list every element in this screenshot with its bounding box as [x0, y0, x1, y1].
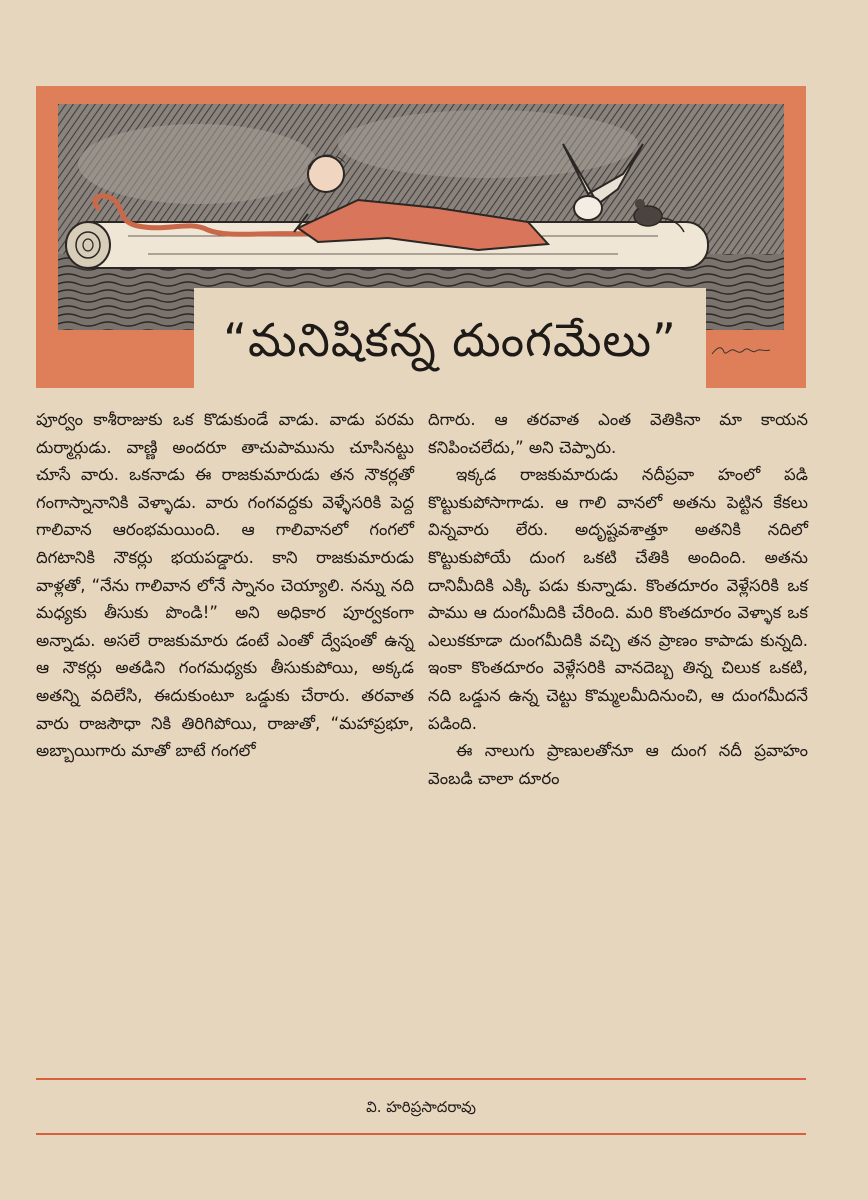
text-column-right: [428, 406, 808, 792]
artist-signature-icon: [710, 342, 772, 358]
text-column-left: [36, 406, 414, 765]
divider-top: [36, 1078, 806, 1080]
author-byline: వి. హరిప్రసాదరావు: [366, 1098, 476, 1116]
paragraph: ఇక్కడ రాజకుమారుడు నదీప్రవా హంలో పడి కొట్టుకుపోసాగాడు. ఆ గాలి వానలో అతను పెట్టిన కేకలు విన్నవారు లేరు. అదృష్టవశాత్తూ అతనికి నదిలో కొట్టుకుపోయే దుంగ ఒకటి చేతికి అందింది. అతను దానిమీదికి ఎక్కి పడు కున్నాడు. కొంతదూరం వెళ్లేసరికి ఒక పాము ఆ దుంగమీదికి చేరింది. మరి కొంతదూరం వెళ్ళాక ఒక ఎలుకకూడా దుంగమీదికి వచ్చి తన ప్రాణం కాపాడు కున్నది. ఇంకా కొంతదూరం వెళ్లేసరికి వానదెబ్బ తిన్న చిలుక ఒకటి, నది ఒడ్డున ఉన్న చెట్టు కొమ్మలమీదినుంచి, ఆ దుంగమీదనే పడింది.: [428, 465, 808, 733]
story-title: “మనిషికన్న దుంగమేలు”: [223, 313, 677, 367]
divider-bottom: [36, 1133, 806, 1135]
paragraph: దిగారు. ఆ తరవాత ఎంత వెతికినా మా కాయన కనిపించలేదు,” అని చెప్పారు.: [428, 410, 808, 457]
paragraph: పూర్వం కాశీరాజుకు ఒక కొడుకుండే వాడు. వాడు పరమ దుర్మార్గుడు. వాణ్ణి అందరూ తాచుపామును చూసినట్టు చూసే వారు. ఒకనాడు ఈ రాజకుమారుడు తన నౌకర్లతో గంగాస్నానానికి వెళ్ళాడు. వారు గంగవద్దకు వెళ్ళేసరికి పెద్ద గాలివాన ఆరంభమయింది. ఆ గాలివానలో గంగలో దిగటానికి నౌకర్లు భయపడ్డారు. కాని రాజకుమారుడు వాళ్లతో, “నేను గాలివాన లోనే స్నానం చెయ్యాలి. నన్ను నది మధ్యకు తీసుకు పొండి!” అని అధికార పూర్వకంగా అన్నాడు. అసలే రాజకుమారు డంటే ఎంతో ద్వేషంతో ఉన్న ఆ నౌకర్లు అతడిని గంగమధ్యకు తీసుకుపోయి, అక్కడ అతన్ని వదిలేసి, ఈదుకుంటూ ఒడ్డుకు చేరారు. తరవాత వారు రాజసౌధా నికి తిరిగిపోయి, రాజుతో, “మహాప్రభూ, అబ్బాయిగారు మాతో బాటే గంగలో: [36, 410, 414, 761]
paragraph: ఈ నాలుగు ప్రాణులతోనూ ఆ దుంగ నదీ ప్రవాహం వెంబడి చాలా దూరం: [428, 741, 808, 788]
